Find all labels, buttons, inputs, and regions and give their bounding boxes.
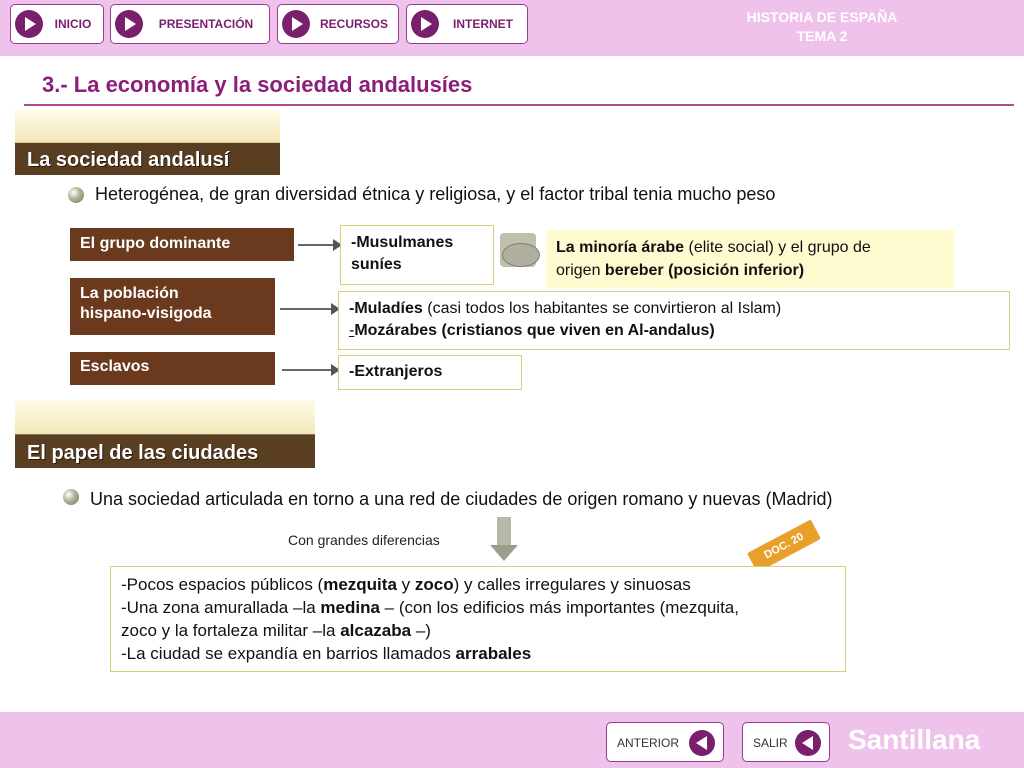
ciudades-description: Una sociedad articulada en torno a una red de ciudades de origen romano y nuevas (Madrid) xyxy=(90,489,833,509)
salir-button[interactable] xyxy=(742,722,830,762)
minoria-elite: (elite social) y el grupo de xyxy=(684,239,871,256)
mozarabes-label: Mozárabes (cristianos que viven en Al-andalus) xyxy=(354,322,715,339)
list-item: zoco y la fortaleza militar –la alcazaba –) xyxy=(121,621,431,640)
minoria-box xyxy=(546,230,954,288)
muladies-box xyxy=(338,291,1010,350)
nav-inicio-label: INICIO xyxy=(54,17,92,31)
back-icon xyxy=(689,730,715,756)
doc-reference-tag[interactable]: DOC. 20 xyxy=(747,519,821,572)
page-title: 3.- La economía y la sociedad andalusíes xyxy=(42,72,473,97)
minoria-arabe: La minoría árabe xyxy=(556,239,685,256)
group-hispano-visigoda xyxy=(70,278,275,335)
group-hispano-line1: La población xyxy=(80,285,179,302)
musulmanes-line1: -Musulmanes xyxy=(351,234,454,251)
group-hispano-line2: hispano-visigoda xyxy=(80,305,212,322)
salir-label: SALIR xyxy=(753,736,788,750)
nav-recursos-button[interactable] xyxy=(277,4,399,44)
muladies-label: -Muladíes xyxy=(349,300,423,317)
back-icon xyxy=(795,730,821,756)
play-icon xyxy=(15,10,43,38)
list-item: -Pocos espacios públicos (mezquita y zoco) y calles irregulares y sinuosas xyxy=(121,575,691,594)
group-esclavos xyxy=(70,352,275,385)
musulmanes-line2: suníes xyxy=(351,256,402,273)
title-divider xyxy=(24,104,1014,106)
nav-presentacion-button[interactable] xyxy=(110,4,270,44)
nav-internet-label: INTERNET xyxy=(453,17,513,31)
arrow-icon xyxy=(280,308,332,310)
course-title xyxy=(712,8,932,46)
extranjeros-box xyxy=(338,355,522,390)
extranjeros-label: -Extranjeros xyxy=(349,363,443,380)
group-esclavos-label: Esclavos xyxy=(80,358,150,375)
nav-recursos-label: RECURSOS xyxy=(319,17,388,31)
list-item: -La ciudad se expandía en barrios llamados arrabales xyxy=(121,644,532,663)
section-header-sociedad-label: La sociedad andalusí xyxy=(27,149,230,171)
anterior-label: ANTERIOR xyxy=(617,736,680,750)
bullet-icon xyxy=(63,489,79,505)
group-dominante-label: El grupo dominante xyxy=(80,235,231,252)
course-unit: TEMA 2 xyxy=(796,28,848,44)
muladies-desc: (casi todos los habitantes se convirtieron al Islam) xyxy=(422,300,782,317)
down-arrow-icon xyxy=(497,517,511,547)
connector-knob-icon xyxy=(502,243,540,267)
nav-inicio-button[interactable] xyxy=(10,4,104,44)
mozarabes-dash: - xyxy=(349,322,355,339)
sociedad-description: Heterogénea, de gran diversidad étnica y religiosa, y el factor tribal tenia mucho peso xyxy=(95,184,776,204)
section-header-ciudades xyxy=(15,400,315,468)
group-dominante xyxy=(70,228,294,261)
bullet-icon xyxy=(68,187,84,203)
santillana-logo: Santillana xyxy=(848,724,981,755)
course-name: HISTORIA DE ESPAÑA xyxy=(746,9,898,25)
diferencias-label: Con grandes diferencias xyxy=(288,532,440,548)
play-icon xyxy=(115,10,143,38)
play-icon xyxy=(282,10,310,38)
play-icon xyxy=(411,10,439,38)
arrow-icon xyxy=(282,369,332,371)
down-arrowhead-icon xyxy=(490,545,518,561)
minoria-bereber: bereber (posición inferior) xyxy=(604,262,805,279)
section-header-sociedad xyxy=(15,110,280,175)
ciudades-list-box xyxy=(110,566,846,672)
nav-presentacion-label: PRESENTACIÓN xyxy=(158,17,254,31)
list-item: -Una zona amurallada –la medina – (con los edificios más importantes (mezquita, xyxy=(121,598,739,617)
section-header-ciudades-label: El papel de las ciudades xyxy=(27,442,259,464)
minoria-origen: origen xyxy=(556,262,605,279)
musulmanes-box xyxy=(340,225,494,285)
arrow-icon xyxy=(298,244,334,246)
nav-internet-button[interactable] xyxy=(406,4,528,44)
anterior-button[interactable] xyxy=(606,722,724,762)
